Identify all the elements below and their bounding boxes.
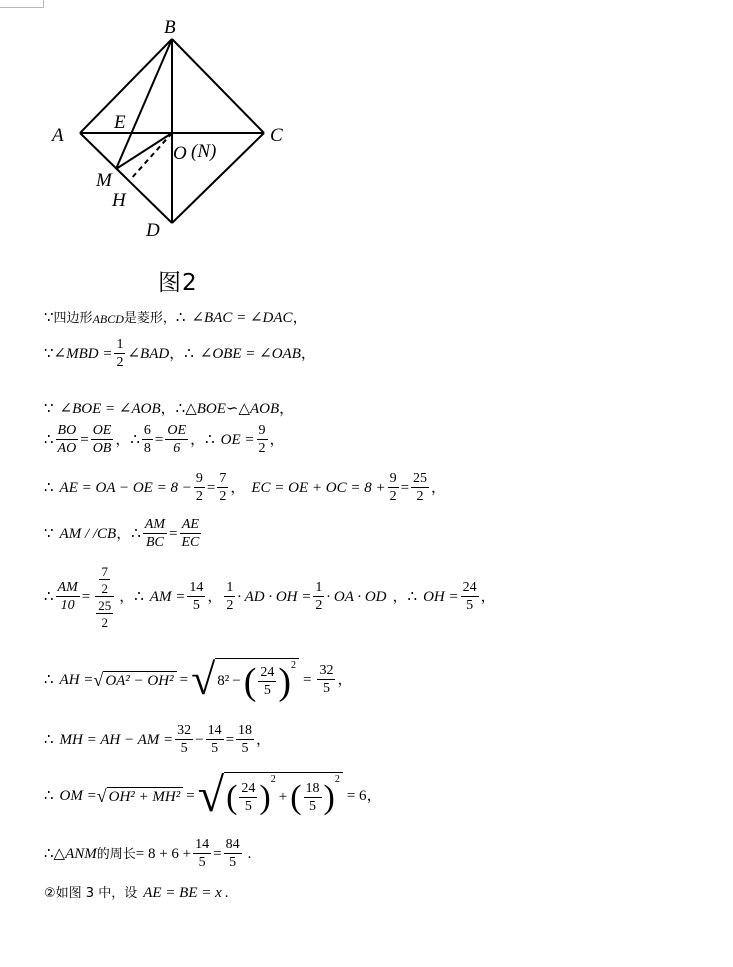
solution-line-1: ∵ 四边形 ABCD 是菱形， ∴ ∠BAC = ∠DAC ，: [44, 310, 308, 326]
label-d: D: [146, 220, 160, 241]
figure-caption: 图2: [158, 270, 198, 296]
label-c: C: [270, 125, 283, 146]
solution-line-9: ∴ MH = AH − AM = $\frac{32}{5}$ − $\frac{14}{5}$ = $\frac{18}{5}$ ，: [44, 723, 272, 756]
edge-ab: [80, 39, 172, 133]
edge-bc: [172, 39, 264, 133]
solution-line-8: ∴ AH = √ OA² − OH² = √ 8² − ( $\frac{24}{5}$ ) $^2$ = $\frac{32}{5}$ ，: [44, 655, 353, 704]
solution-line-7: ∴ $\frac{AM}{10}$ = $\frac{\frac{7}{2}}{\frac{25}{2}}$ ， ∴ AM = $\frac{14}{5}$ ， $\frac{1}{2}$ · AD · OH = $\frac{1}{2}$ · OA · OD ， ∴ OH = $\frac{24}{5}$ ，: [44, 564, 496, 630]
label-o: O: [173, 143, 187, 164]
label-n: (N): [191, 141, 217, 162]
sqrt-ah: √ OA² − OH²: [93, 671, 176, 689]
page-corner-mark: [0, 0, 44, 8]
label-h: H: [112, 190, 126, 211]
label-b: B: [164, 17, 176, 38]
solution-line-6: ∵ AM / /CB ， ∴ $\frac{AM}{BC}$ = $\frac{AE}{EC}$: [44, 517, 200, 550]
solution-line-11: ∴ △ANM 的周长 = 8 + 6 + $\frac{14}{5}$ = $\frac{84}{5}$ .: [44, 837, 252, 870]
solution-line-2: ∵ ∠MBD = $\frac{1}{2}$ ∠BAD ， ∴ ∠OBE = ∠OAB ，: [44, 337, 316, 370]
solution-line-12: ②如图 3 中，设 AE = BE = x .: [44, 885, 229, 901]
sqrt-ah-numeric: √ 8² − ( $\frac{24}{5}$ ) $^2$: [191, 658, 299, 702]
solution-line-10: ∴ OM = √ OH² + MH² = √ ( $\frac{24}{5}$ ) $^2$ + ( $\frac{18}{5}$ ) $^2$ = 6 ，: [44, 769, 382, 822]
sqrt-om-numeric: √ ( $\frac{24}{5}$ ) $^2$ + ( $\frac{18}{5}$ ) $^2$: [198, 772, 343, 820]
label-e: E: [114, 112, 126, 133]
segment-bm: [116, 39, 172, 169]
solution-line-4: ∴ $\frac{BO}{AO}$ = $\frac{OE}{OB}$ ， ∴ $\frac{6}{8}$ = $\frac{OE}{6}$ ， ∴ OE = $\frac{9}{2}$ ，: [44, 423, 285, 456]
solution-line-5: ∴ AE = OA − OE = 8 − $\frac{9}{2}$ = $\frac{7}{2}$ ， EC = OE + OC = 8 + $\frac{9}{2}$ = $\frac{25}{2}$ ，: [44, 471, 447, 504]
label-m: M: [96, 170, 112, 191]
label-a: A: [52, 125, 64, 146]
rhombus-figure: [40, 14, 300, 246]
sqrt-om: √ OH² + MH²: [97, 787, 184, 805]
solution-line-3: ∵ ∠BOE = ∠AOB ， ∴ △BOE ∽ △AOB ，: [44, 401, 295, 417]
